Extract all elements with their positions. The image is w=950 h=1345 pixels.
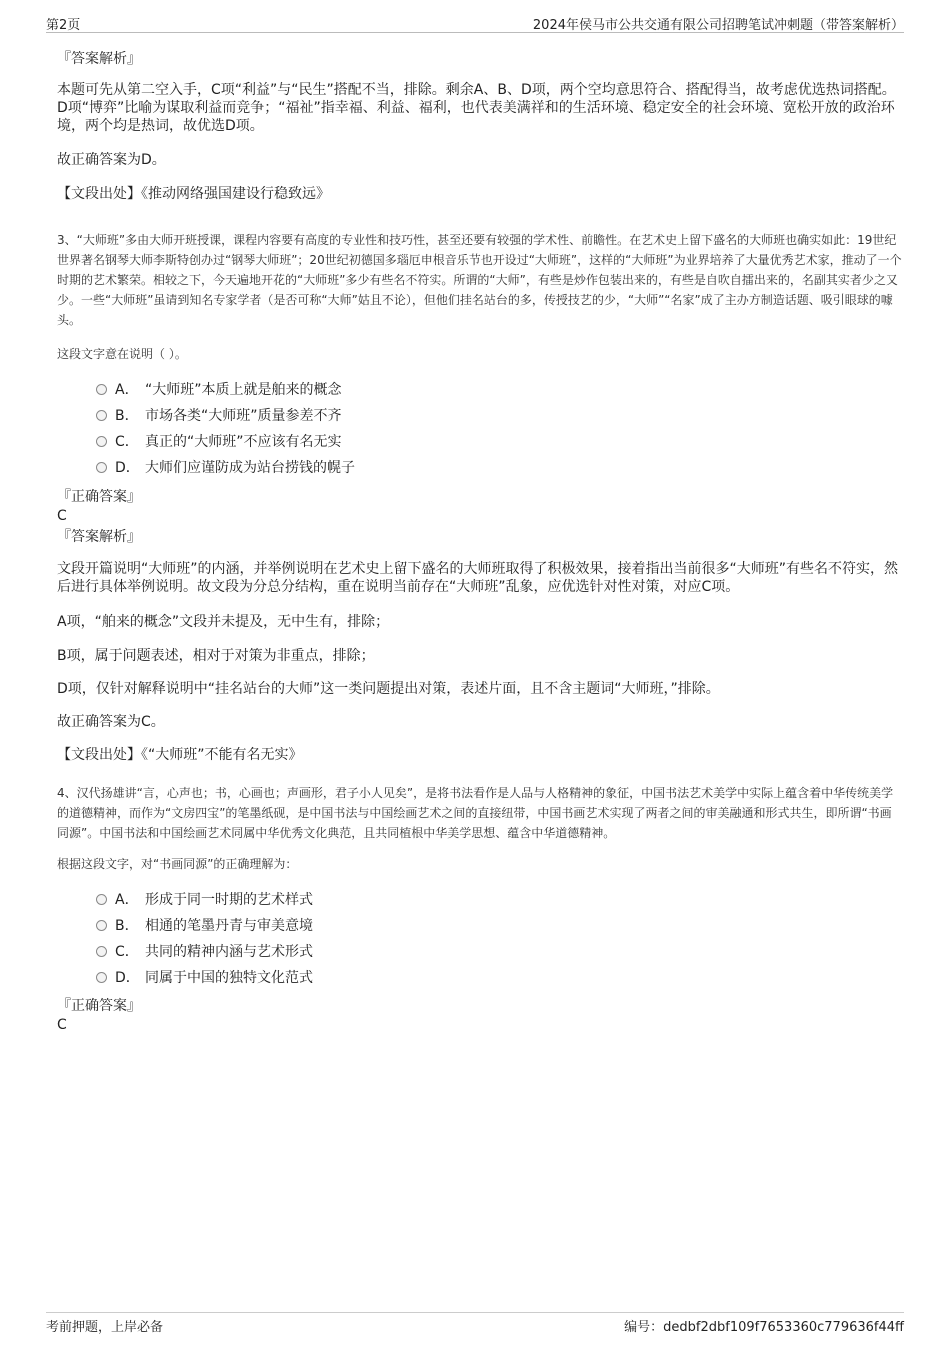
q3-answer: C xyxy=(57,508,67,524)
option-text: 共同的精神内涵与艺术形式 xyxy=(145,944,313,960)
page-footer xyxy=(46,1312,904,1335)
document-title: 2024年侯马市公共交通有限公司招聘笔试冲刺题（带答案解析） xyxy=(532,18,904,33)
q4-option-d[interactable] xyxy=(96,969,313,987)
q3-analysis-paragraph: 故正确答案为C。 xyxy=(57,714,165,730)
q3-analysis-label: 『答案解析』 xyxy=(57,529,141,545)
option-text: 真正的“大师班”不应该有名无实 xyxy=(145,434,342,450)
option-text: “大师班”本质上就是舶来的概念 xyxy=(145,382,342,398)
option-letter: C． xyxy=(115,944,139,960)
q3-analysis-paragraph: D项，仅针对解释说明中“挂名站台的大师”这一类问题提出对策，表述片面，且不含主题词“大师班，”排除。 xyxy=(57,681,720,697)
radio-icon[interactable] xyxy=(96,920,107,931)
q3-analysis-paragraph: B项，属于问题表述，相对于对策为非重点，排除； xyxy=(57,648,375,664)
option-letter: D． xyxy=(115,460,140,476)
q4-option-b[interactable] xyxy=(96,917,313,935)
option-text: 同属于中国的独特文化范式 xyxy=(145,970,313,986)
q3-analysis-paragraph: 文段开篇说明“大师班”的内涵，并举例说明在艺术史上留下盛名的大师班取得了积极效果，接着指出当前很多“大师班”有些名不符实，然后进行具体举例说明。故文段为分总分结构，重在说明当前存在“大师班”乱象，应优选针对性对策，对应C项。 xyxy=(57,561,899,595)
q3-option-c[interactable] xyxy=(96,433,342,451)
option-letter: B． xyxy=(115,408,139,424)
q3-option-b[interactable] xyxy=(96,407,342,425)
q3-source: 【文段出处】《“大师班”不能有名无实》 xyxy=(57,747,303,763)
q3-analysis-paragraph: A项，“舶来的概念”文段并未提及，无中生有，排除； xyxy=(57,614,390,630)
q2-conclusion: 故正确答案为D。 xyxy=(57,152,166,168)
q3-option-a[interactable] xyxy=(96,381,342,399)
radio-icon[interactable] xyxy=(96,946,107,957)
radio-icon[interactable] xyxy=(96,894,107,905)
q4-answer-label: 『正确答案』 xyxy=(57,998,141,1014)
radio-icon[interactable] xyxy=(96,410,107,421)
q2-analysis-text: 本题可先从第二空入手，C项“利益”与“民生”搭配不当，排除。剩余A、B、D项，两个空均意思符合、搭配得当，故考虑优选热词搭配。D项“博弈”比喻为谋取利益而竞争；“福祉”指幸福、利益、福利，也代表美满祥和的生活环境、稳定安全的社会环境、宽松开放的政治环境，两个均是热词，故优选D项。 xyxy=(57,82,896,134)
q2-analysis-label: 『答案解析』 xyxy=(57,51,141,67)
radio-icon[interactable] xyxy=(96,972,107,983)
document-serial: 编号：dedbf2dbf109f7653360c779636f44ff xyxy=(624,1320,904,1335)
option-text: 市场各类“大师班”质量参差不齐 xyxy=(145,408,342,424)
option-text: 相通的笔墨丹青与审美意境 xyxy=(145,918,313,934)
q3-answer-label: 『正确答案』 xyxy=(57,489,141,505)
radio-icon[interactable] xyxy=(96,462,107,473)
q4-stem: 4、汉代扬雄讲“言，心声也；书，心画也；声画形，君子小人见矣”，是将书法看作是人品与人格精神的象征，中国书法艺术美学中实际上蕴含着中华传统美学的道德精神，而作为“文房四宝”的笔墨纸砚，是中国书法与中国绘画艺术之间的直接纽带，中国书画艺术实现了两者之间的审美融通和形式共生，即所谓“书画同源”。中国书法和中国绘画艺术同属中华优秀文化典范，且共同植根中华美学思想、蕴含中华道德精神。 xyxy=(57,786,894,840)
q4-option-a[interactable] xyxy=(96,891,313,909)
q4-answer: C xyxy=(57,1017,67,1033)
radio-icon[interactable] xyxy=(96,436,107,447)
option-letter: C． xyxy=(115,434,139,450)
q3-question: 这段文字意在说明（ ）。 xyxy=(57,347,187,361)
option-letter: A． xyxy=(115,892,139,908)
option-text: 大师们应谨防成为站台捞钱的幌子 xyxy=(145,460,355,476)
footer-slogan: 考前押题，上岸必备 xyxy=(46,1320,164,1335)
page-number: 第2页 xyxy=(46,18,81,33)
q4-option-c[interactable] xyxy=(96,943,313,961)
q4-question: 根据这段文字，对“书画同源”的正确理解为： xyxy=(57,857,298,871)
q3-stem: 3、“大师班”多由大师开班授课，课程内容要有高度的专业性和技巧性，甚至还要有较强的学术性、前瞻性。在艺术史上留下盛名的大师班也确实如此：19世纪世界著名钢琴大师李斯特创办过“钢琴大师班”；20世纪初德国多瑙厄申根音乐节也开设过“大师班”，这样的“大师班”为业界培养了大量优秀艺术家，推动了一个时期的艺术繁荣。相较之下，今天遍地开花的“大师班”多少有些名不符实。所谓的“大师”，有些是炒作包装出来的，有些是自吹自擂出来的，名副其实者少之又少。一些“大师班”虽请到知名专家学者（是否可称“大师”姑且不论），但他们挂名站台的多，传授技艺的少，“大师”“名家”成了主办方制造话题、吸引眼球的噱头。 xyxy=(57,233,902,327)
option-text: 形成于同一时期的艺术样式 xyxy=(145,892,313,908)
option-letter: A． xyxy=(115,382,139,398)
option-letter: D． xyxy=(115,970,140,986)
radio-icon[interactable] xyxy=(96,384,107,395)
q3-option-d[interactable] xyxy=(96,459,355,477)
page-header xyxy=(46,12,904,33)
q2-source: 【文段出处】《推动网络强国建设行稳致远》 xyxy=(57,186,330,202)
option-letter: B． xyxy=(115,918,139,934)
